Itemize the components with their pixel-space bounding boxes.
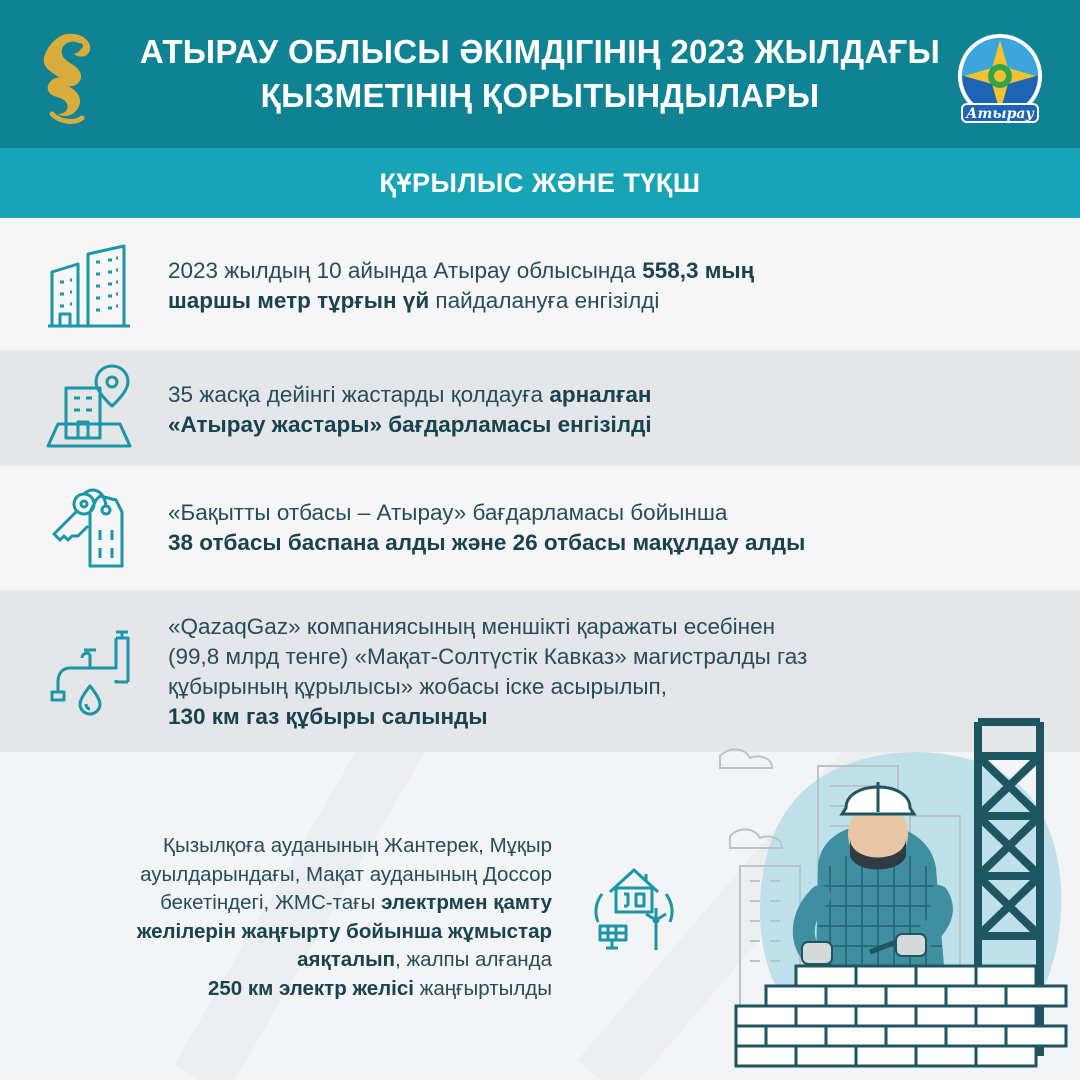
emblem-label: Атырау <box>966 106 1034 122</box>
gas-text-c: құбырының құрылысы» жобасы іске асырылып, <box>168 674 667 699</box>
electricity-line-6b: жаңғыртылды <box>413 976 552 1000</box>
construction-worker-laying-bricks-illustration <box>700 716 1080 1080</box>
youth-text-a: 35 жасқа дейінгі жастарды қолдауға <box>168 382 550 407</box>
electricity-line-1: Қызылқоға ауданының Жантерек, Мұқыр <box>163 834 552 857</box>
electricity-line-5a: аяқталып <box>297 948 396 971</box>
family-highlight: 38 отбасы баспана алды және 26 отбасы мақұлдау алды <box>168 530 806 555</box>
building-location-icon <box>44 364 134 454</box>
page-title <box>110 30 970 118</box>
electricity-line-5b: , жалпы алғанда <box>395 948 552 971</box>
buildings-icon <box>44 242 134 332</box>
housing-text-b: пайдалануға енгізілді <box>429 288 660 313</box>
electricity-line-3b: электрмен қамту <box>381 891 552 914</box>
info-text-youth-program <box>168 380 1028 440</box>
header-bar <box>0 0 1080 148</box>
youth-highlight-b: «Атырау жастары» бағдарламасы енгізілді <box>168 412 652 437</box>
atyrau-region-emblem-icon <box>952 32 1048 128</box>
electricity-line-2: ауылдарындағы, Мақат ауданының Доссор <box>140 862 552 886</box>
info-text-gas-pipeline <box>168 612 1028 732</box>
renewable-energy-house-icon <box>588 862 680 954</box>
gas-highlight: 130 км газ құбыры салынды <box>168 704 488 729</box>
housing-highlight-unit: шаршы метр тұрғын үй <box>168 288 430 313</box>
info-text-housing <box>168 256 1028 316</box>
housing-text-a: 2023 жылдың 10 айында Атырау облысында <box>168 258 643 283</box>
keys-tag-icon <box>44 486 134 576</box>
section-title: ҚҰРЫЛЫС ЖӘНЕ ТҮҚШ <box>0 148 1080 218</box>
housing-highlight-area: 558,3 мың <box>642 258 755 283</box>
page-title-line-1: АТЫРАУ ОБЛЫСЫ ӘКІМДІГІНІҢ 2023 ЖЫЛДАҒЫ <box>139 33 941 70</box>
info-row-happy-family <box>0 466 1080 590</box>
gas-pipe-icon <box>44 628 134 718</box>
gas-text-a: «QazaqGaz» компаниясының меншікті қаражаты есебінен <box>168 614 776 639</box>
family-text-a: «Бақытты отбасы – Атырау» бағдарламасы бойынша <box>168 500 728 525</box>
page-title-line-2: ҚЫЗМЕТІНІҢ ҚОРЫТЫНДЫЛАРЫ <box>260 77 820 114</box>
info-text-happy-family <box>168 498 1028 558</box>
youth-highlight-a: арналған <box>549 382 652 407</box>
electricity-line-4: желілерін жаңғырту бойынша жұмыстар <box>136 919 552 943</box>
info-text-electricity <box>40 832 552 1003</box>
info-row-youth-program <box>0 350 1080 466</box>
gas-text-b: (99,8 млрд тенге) «Мақат-Солтүстік Кавказ» магистралды газ <box>168 644 808 669</box>
electricity-line-3a: бекетіндегі, ЖМС-тағы <box>160 891 382 914</box>
info-row-housing <box>0 218 1080 350</box>
electricity-line-6a: 250 км электр желісі <box>207 976 414 1000</box>
golden-snow-leopard-emblem-icon <box>30 28 102 128</box>
